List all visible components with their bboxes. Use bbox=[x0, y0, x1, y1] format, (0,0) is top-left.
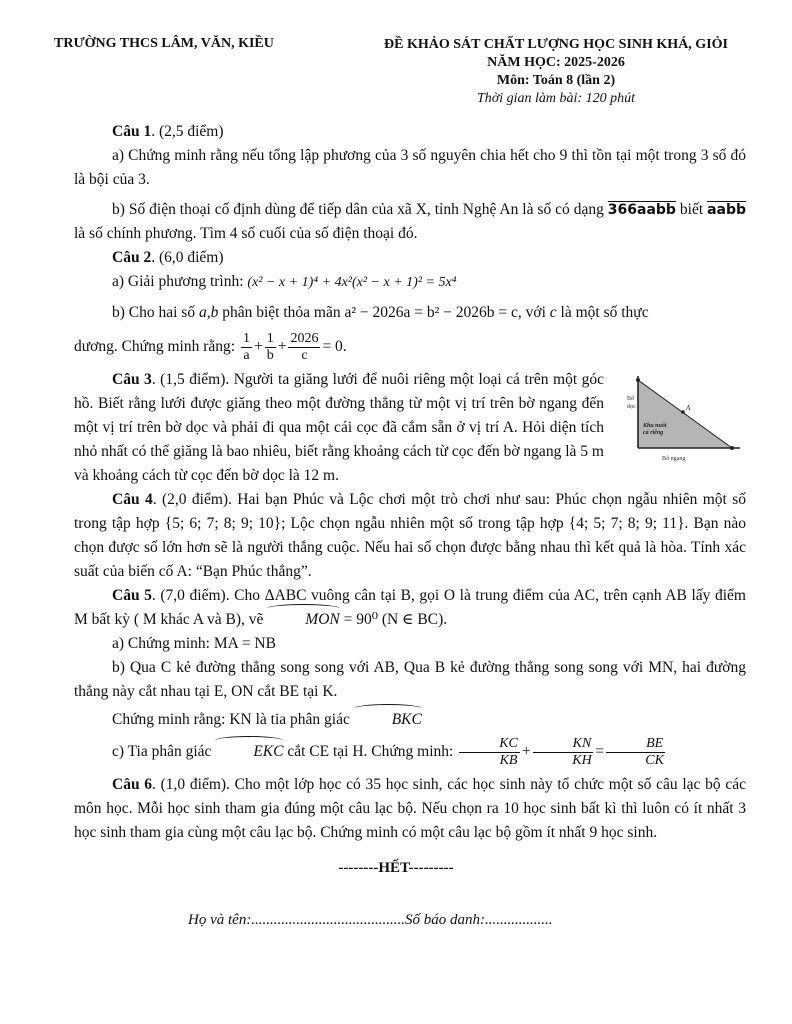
frac-1-b: $\frac{1}{b}$ bbox=[266, 331, 274, 363]
q4-label: Câu 4 bbox=[112, 491, 153, 508]
q1-b: b) Số điện thoại cố định dùng để tiếp dân của xã X, tỉnh Nghệ An là số có dạng 366aabb biết aabb là số chính phương. Tìm 4 số cuối của số điện thoại đó. bbox=[74, 201, 747, 242]
phone-number-form: 366aabb bbox=[607, 202, 676, 218]
school-year: NĂM HỌC: 2025-2026 bbox=[487, 55, 625, 70]
q4-text: Câu 4. (2,0 điểm). Hai bạn Phúc và Lộc chơi một trò chơi như sau: Phúc chọn ngẫu nhiên một số trong tập hợp {5; 6; 7; 8; 9; 10}; Lộc chọn ngẫu nhiên một số trong tập hợp {4; 5; 7; 8; 9; 11}. Bạn nào chọn được số lớn hơn sẽ là người thắng cuộc. Nếu hai số chọn được bằng nhau thì kết quả là hòa. Tính xác suất của biến cố A: “Bạn Phúc thắng”. bbox=[74, 491, 746, 580]
frac-1-a: $\frac{1}{a}$ bbox=[242, 331, 250, 363]
svg-text:dọc: dọc bbox=[627, 404, 636, 410]
angle-bkc: BKC bbox=[354, 708, 422, 732]
q5-a: a) Chứng minh: MA = NB bbox=[112, 635, 276, 652]
frac-be-ck: $\frac{BE}{CK}$ bbox=[606, 736, 665, 769]
q6-text: Câu 6. (1,0 điểm). Cho một lớp học có 35 học sinh, các học sinh này tổ chức một số câu lạc bộ các môn học. Mỗi học sinh tham gia đúng một câu lạc bộ. Nếu chọn ra 10 học sinh bất kì thì luôn có ít nhất 3 học sinh tham gia cùng một câu lạc bộ. Chứng minh có một câu lạc bộ gồm ít nhất 9 học sinh. bbox=[74, 776, 746, 841]
time-limit: Thời gian làm bài: 120 phút bbox=[477, 91, 635, 106]
exam-header bbox=[356, 36, 756, 108]
end-marker: --------HẾT--------- bbox=[338, 860, 454, 876]
square-number-form: aabb bbox=[707, 202, 747, 218]
exam-body bbox=[74, 120, 746, 845]
q2-b-line2: dương. Chứng minh rằng: $\frac{1}{a}$ + $\frac{1}{b}$ + $\frac{2026}{c}$ = 0. bbox=[74, 331, 347, 363]
exam-title: ĐỀ KHẢO SÁT CHẤT LƯỢNG HỌC SINH KHÁ, GIỎI bbox=[384, 37, 728, 52]
svg-text:Bờ ngang: Bờ ngang bbox=[662, 456, 686, 462]
q2-a: a) Giải phương trình: (x² − x + 1)⁴ + 4x²(x² − x + 1)² = 5x⁴ bbox=[112, 273, 457, 290]
svg-text:Khu nuôi: Khu nuôi bbox=[643, 423, 667, 429]
pond-corner-figure bbox=[628, 372, 746, 468]
svg-text:A: A bbox=[686, 404, 691, 412]
q3-text: Câu 3. (1,5 điểm). Người ta giăng lưới để nuôi riêng một loại cá trên một góc hồ. Biết rằng lưới được giăng theo một đường thẳng từ một vị trí trên bờ ngang đến một vị trí trên bờ dọc và phải đi qua một cái cọc đã cắm sẵn ở vị trí A. Hỏi diện tích nhỏ nhất có thể giăng là bao nhiêu, biết rằng khoảng cách từ cọc đến bờ ngang là 5 m và khoảng cách từ cọc đến bờ dọc là 12 m. bbox=[74, 371, 604, 484]
q2-heading bbox=[74, 246, 746, 270]
school-name: TRƯỜNG THCS LÂM, VĂN, KIỀU bbox=[54, 36, 274, 51]
svg-text:cá riêng: cá riêng bbox=[643, 430, 664, 436]
q2-b-equation: a² − 2026a = b² − 2026b = c bbox=[344, 304, 518, 321]
q1-points: . (2,5 điểm) bbox=[151, 123, 224, 140]
svg-text:Bờ: Bờ bbox=[627, 396, 635, 402]
name-line: Họ và tên:.........................................Số báo danh:.................. bbox=[188, 912, 553, 928]
frac-kn-kh: $\frac{KN}{KH}$ bbox=[533, 736, 594, 769]
q5-b2: Chứng minh rằng: KN là tia phân giác BKC bbox=[74, 708, 746, 732]
q3-block bbox=[74, 368, 746, 488]
q2-points: . (6,0 điểm) bbox=[151, 249, 224, 266]
q1-a: a) Chứng minh rằng nếu tổng lập phương của 3 số nguyên chia hết cho 9 thì tồn tại một trong 3 số đó là bội của 3. bbox=[74, 147, 746, 188]
angle-mon: MON bbox=[267, 608, 339, 632]
q2-label: Câu 2 bbox=[112, 249, 152, 266]
q2-b: b) Cho hai số a,b phân biệt thỏa mãn a² − 2026a = b² − 2026b = c, với c là một số thực bbox=[112, 304, 649, 321]
q5-c: c) Tia phân giác EKC cắt CE tại H. Chứng minh: $\frac{KC}{KB}$ + $\frac{KN}{KH}$ = $\frac{BE}{CK}$ bbox=[112, 736, 664, 768]
q5-text: Câu 5. (7,0 điểm). Cho ΔABC vuông cân tại B, gọi O là trung điểm của AC, trên cạnh AB lấy điểm M bất kỳ ( M khác A và B), vẽ MON = 90⁰ (N ∈ BC). bbox=[74, 584, 746, 632]
subject: Môn: Toán 8 (lần 2) bbox=[496, 73, 616, 88]
frac-2026-c: $\frac{2026}{c}$ bbox=[290, 331, 319, 363]
q3-label: Câu 3 bbox=[112, 371, 152, 388]
q6-label: Câu 6 bbox=[112, 776, 153, 793]
angle-ekc: EKC bbox=[215, 740, 283, 764]
q5-label: Câu 5 bbox=[112, 587, 152, 604]
stake-point-a bbox=[681, 410, 685, 414]
q5-b: b) Qua C kẻ đường thẳng song song với AB, Qua B kẻ đường thẳng song song với MN, hai đường thẳng này cắt nhau tại E, ON cắt BE tại K. bbox=[74, 659, 746, 700]
q1-label: Câu 1 bbox=[112, 123, 152, 140]
q1-heading bbox=[74, 120, 746, 144]
frac-kc-kb: $\frac{KC}{KB}$ bbox=[459, 736, 520, 769]
q2-a-equation: (x² − x + 1)⁴ + 4x²(x² − x + 1)² = 5x⁴ bbox=[247, 275, 457, 290]
